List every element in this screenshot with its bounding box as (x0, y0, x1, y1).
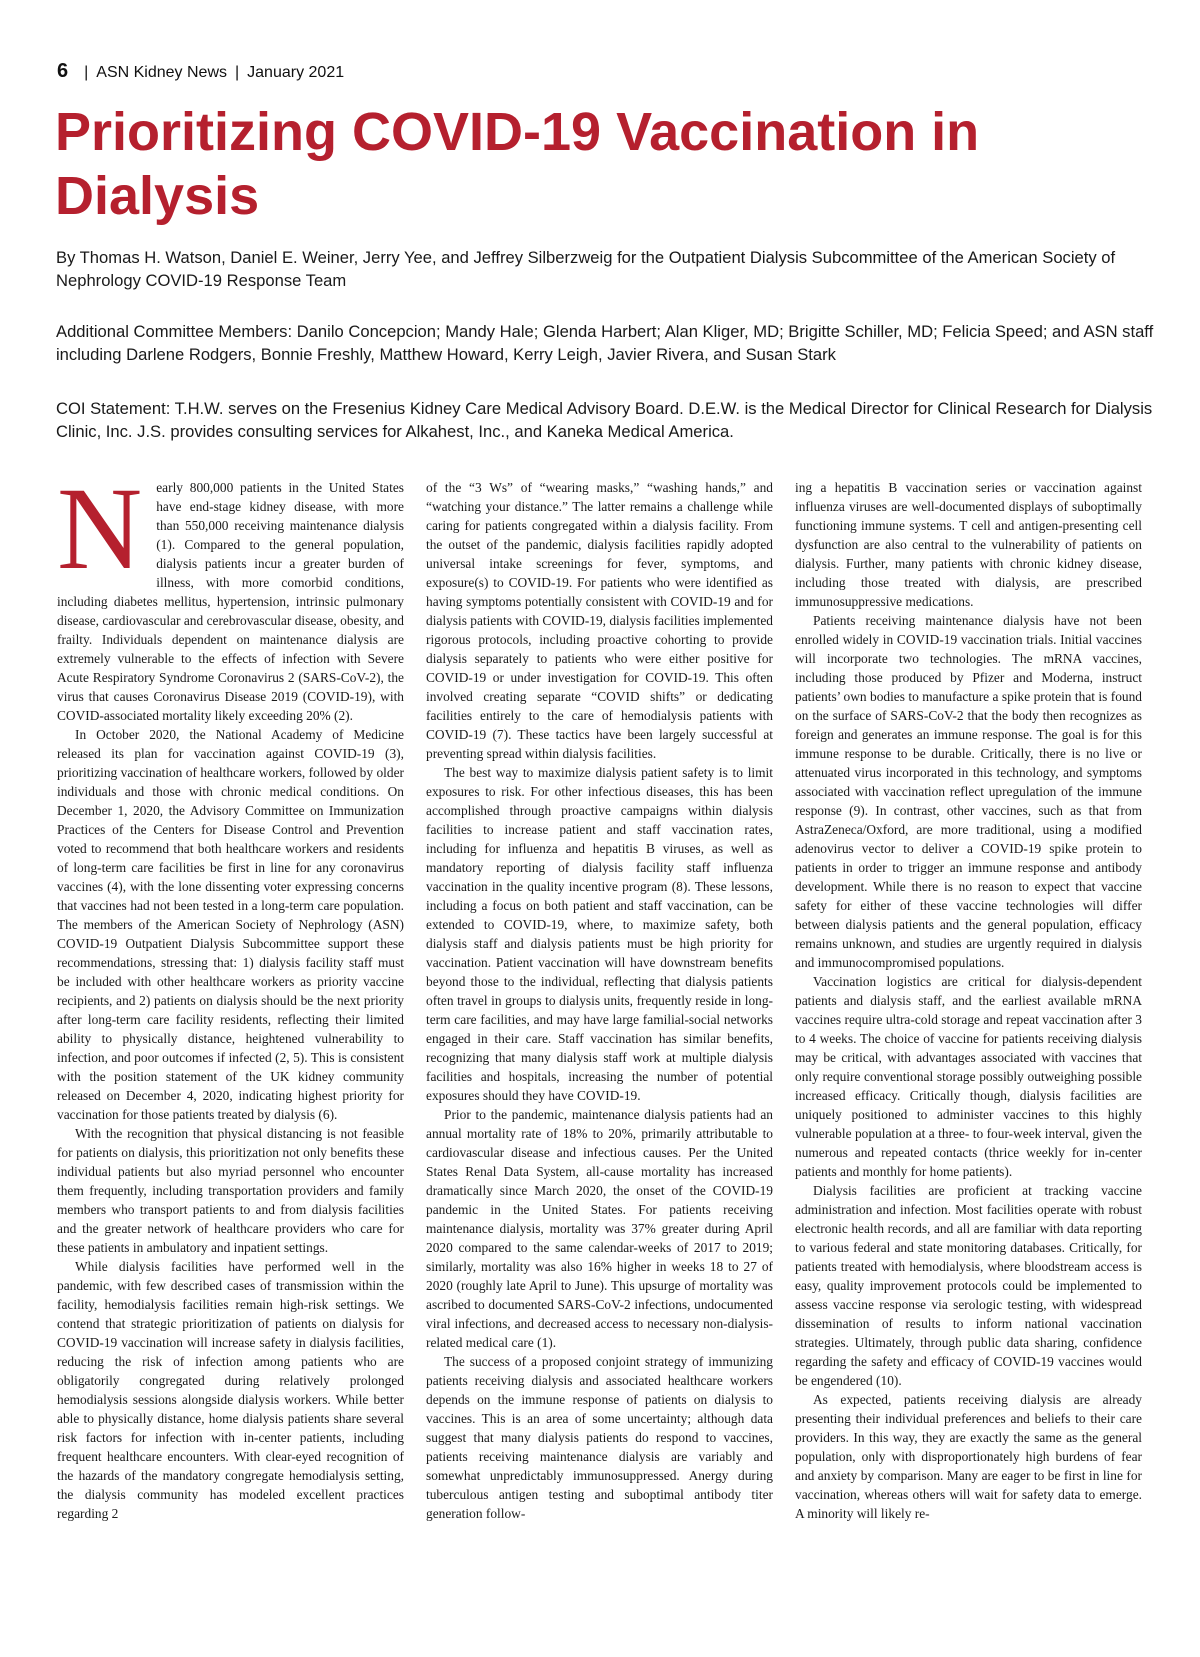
header-divider: | (235, 64, 240, 81)
text-column-3 (795, 478, 1142, 1598)
article-byline: By Thomas H. Watson, Daniel E. Weiner, Jerry Yee, and Jeffrey Silberzweig for the Outpatient Dialysis Subcommittee of the American Society of Nephrology COVID-19 Response Team (56, 248, 1116, 290)
paragraph: Dialysis facilities are proficient at tracking vaccine administration and infection. Most facilities operate with robust electronic health records, and all are familiar with data reporting to various federal and state monitoring databases. Critically, for patients treated with hemodialysis, where bloodstream access is easy, quality improvement protocols could be implemented to assess vaccine response via serologic testing, with widespread dissemination of results to inform national vaccination strategies. Ultimately, through public data sharing, confidence regarding the safety and efficacy of COVID-19 vaccines would be engendered (10). (795, 1183, 1142, 1388)
paragraph: The best way to maximize dialysis patient safety is to limit exposures to risk. For other infectious diseases, this has been accomplished through proactive campaigns within dialysis facilities to increase patient and staff vaccination rates, including for influenza and hepatitis B viruses, as well as mandatory reporting of dialysis facility staff influenza vaccination in the quality incentive program (8). These lessons, including a focus on both patient and staff vaccination, can be extended to COVID-19, where, to maximize safety, both dialysis staff and dialysis patients must be high priority for vaccination. Patient vaccination will have downstream benefits beyond those to the individual, reflecting that dialysis patients often travel in groups to dialysis units, frequently reside in long-term care facilities, and may have large familial-social networks engaged in their care. Staff vaccination has similar benefits, recognizing that many dialysis staff work at multiple dialysis facilities and hospitals, increasing the number of potential exposures should they have COVID-19. (426, 765, 773, 1103)
text-column-2 (426, 478, 773, 1598)
paragraph: Patients receiving maintenance dialysis have not been enrolled widely in COVID-19 vaccination trials. Initial vaccines will incorporate two technologies. The mRNA vaccines, including those produced by Pfizer and Moderna, instruct patients’ own bodies to manufacture a spike protein that is found on the surface of SARS-CoV-2 that the body then recognizes as foreign and generates an immune response. The goal is for this immune response to be durable. Critically, there is no live or attenuated virus incorporated in this technology, and symptoms associated with vaccination reflect upregulation of the immune response (9). In contrast, other vaccines, such as that from AstraZeneca/Oxford, are more traditional, using a modified adenovirus vector to deliver a COVID-19 spike protein to patients in order to trigger an immune response and antibody development. While there is no reason to expect that vaccine safety for either of these vaccine technologies will differ between dialysis patients and the general population, efficacy remains unknown, and studies are urgently required in dialysis and immunocompromised populations. (795, 613, 1142, 970)
paragraph: Prior to the pandemic, maintenance dialysis patients had an annual mortality rate of 18% to 20%, primarily attributable to cardiovascular disease and infectious causes. Per the United States Renal Data System, all-cause mortality has increased dramatically since March 2020, the onset of the COVID-19 pandemic in the United States. For patients receiving maintenance dialysis, mortality was 37% greater during April 2020 compared to the same calendar-weeks of 2017 to 2019; similarly, mortality was also 16% higher in weeks 18 to 27 of 2020 (roughly late April to June). This upsurge of mortality was ascribed to documented SARS-CoV-2 infections, undocumented viral infections, and decreased access to necessary non-dialysis-related medical care (1). (426, 1107, 773, 1350)
paragraph: early 800,000 patients in the United States have end-stage kidney disease, with more than 550,000 receiving maintenance dialysis (1). Compared to the general population, dialysis patients incur a greater burden of illness, with more comorbid conditions, including diabetes mellitus, hypertension, intrinsic pulmonary disease, cardiovascular and cerebrovascular disease, obesity, and frailty. Individuals dependent on maintenance dialysis are extremely vulnerable to the effects of infection with Severe Acute Respiratory Syndrome Coronavirus 2 (SARS-CoV-2), the virus that causes Coronavirus Disease 2019 (COVID-19), with COVID-associated mortality likely exceeding 20% (2). (57, 480, 404, 723)
paragraph: In October 2020, the National Academy of Medicine released its plan for vaccination against COVID-19 (3), prioritizing vaccination of healthcare workers, followed by older individuals and those with chronic medical conditions. On December 1, 2020, the Advisory Committee on Immunization Practices of the Centers for Disease Control and Prevention voted to recommend that both healthcare workers and residents of long-term care facilities be first in line for any coronavirus vaccines (4), with the lone dissenting voter expressing concerns that vaccines had not been tested in a long-term care population. The members of the American Society of Nephrology (ASN) COVID-19 Outpatient Dialysis Subcommittee support these recommendations, stressing that: 1) dialysis facility staff must be included with other healthcare workers as priority vaccine recipients, and 2) patients on dialysis should be the next priority after long-term care facility residents, reflecting their limited ability to physically distance, heightened vulnerability to infection, and poor outcomes if infected (2, 5). This is consistent with the position statement of the UK kidney community released on December 4, 2020, indicating highest priority for vaccination for those patients treated by dialysis (6). (57, 727, 404, 1122)
paragraph: While dialysis facilities have performed well in the pandemic, with few described cases of transmission within the facility, hemodialysis facilities remain high-risk settings. We contend that strategic prioritization of patients on dialysis for COVID-19 vaccination will increase safety in dialysis facilities, reducing the risk of infection among patients who are obligatorily congregated during relatively prolonged hemodialysis sessions alongside dialysis workers. While better able to physically distance, home dialysis patients share several risk factors for infection with in-center patients, including frequent healthcare encounters. With clear-eyed recognition of the hazards of the mandatory congregate hemodialysis setting, the dialysis community has modeled excellent practices regarding 2 (57, 1259, 404, 1521)
running-header (57, 60, 344, 83)
header-divider: | (84, 64, 89, 81)
paragraph: The success of a proposed conjoint strategy of immunizing patients receiving dialysis and associated healthcare workers depends on the immune response of patients on dialysis to vaccines. This is an area of some uncertainty; although data suggest that many dialysis patients do respond to vaccines, patients receiving maintenance dialysis are variably and somewhat unpredictably immunosuppressed. Anergy during tuberculous antigen testing and suboptimal antibody titer generation follow- (426, 1354, 773, 1521)
article-title: Prioritizing COVID-19 Vaccination in Dialysis (55, 102, 980, 226)
paragraph: ing a hepatitis B vaccination series or vaccination against influenza viruses are well-documented displays of suboptimally functioning immune systems. T cell and antigen-presenting cell dysfunction are also central to the vulnerability of patients on dialysis. Further, many patients with chronic kidney disease, including those treated with dialysis, are prescribed immunosuppressive medications. (795, 480, 1142, 609)
coi-statement: COI Statement: T.H.W. serves on the Fresenius Kidney Care Medical Advisory Board. D.E.W. is the Medical Director for Clinical Research for Dialysis Clinic, Inc. J.S. provides consulting services for Alkahest, Inc., and Kaneka Medical America. (56, 399, 1153, 441)
committee-members: Additional Committee Members: Danilo Concepcion; Mandy Hale; Glenda Harbert; Alan Kliger, MD; Brigitte Schiller, MD; Felicia Speed; and ASN staff including Darlene Rodgers, Bonnie Freshly, Matthew Howard, Kerry Leigh, Javier Rivera, and Susan Stark (56, 322, 1154, 364)
paragraph: With the recognition that physical distancing is not feasible for patients on dialysis, this prioritization not only benefits these individual patients but also myriad personnel who encounter them frequently, including transportation providers and family members who transport patients to and from dialysis facilities and the greater network of healthcare providers who care for these patients in ambulatory and inpatient settings. (57, 1126, 404, 1255)
drop-cap: N (57, 478, 143, 594)
text-column-1 (57, 478, 404, 1598)
issue-date: January 2021 (247, 64, 345, 81)
paragraph: Vaccination logistics are critical for dialysis-dependent patients and dialysis staff, and the earliest available mRNA vaccines require ultra-cold storage and repeat vaccination after 3 to 4 weeks. The choice of vaccine for patients receiving dialysis may be critical, with advantages associated with vaccines that only require conventional storage possibly outweighing possible increased efficacy. Critically though, dialysis facilities are uniquely positioned to administer vaccines to this highly vulnerable population at a three- to four-week interval, given the numerous and repeated contacts (thrice weekly for in-center patients and monthly for home patients). (795, 974, 1142, 1179)
paragraph: of the “3 Ws” of “wearing masks,” “washing hands,” and “watching your distance.” The latter remains a challenge while caring for patients congregated within a dialysis facility. From the outset of the pandemic, dialysis facilities rapidly adopted universal intake screenings for fever, symptoms, and exposure(s) to COVID-19. For patients who were identified as having symptoms potentially consistent with COVID-19 and for dialysis patients with COVID-19, dialysis facilities implemented rigorous protocols, including proactive cohorting to provide dialysis separately to patients who were either positive for COVID-19 or under investigation for COVID-19. This often involved creating separate “COVID shifts” or dedicating facilities entirely to the care of hemodialysis patients with COVID-19 (7). These tactics have been largely successful at preventing spread within dialysis facilities. (426, 480, 773, 761)
publication-name: ASN Kidney News (96, 64, 227, 81)
paragraph: As expected, patients receiving dialysis are already presenting their individual preferences and beliefs to their care providers. In this way, they are exactly the same as the general population, only with disproportionately high burdens of fear and anxiety by comparison. Many are eager to be first in line for vaccination, whereas others will wait for safety data to emerge. A minority will likely re- (795, 1392, 1142, 1521)
page-number: 6 (57, 60, 69, 82)
